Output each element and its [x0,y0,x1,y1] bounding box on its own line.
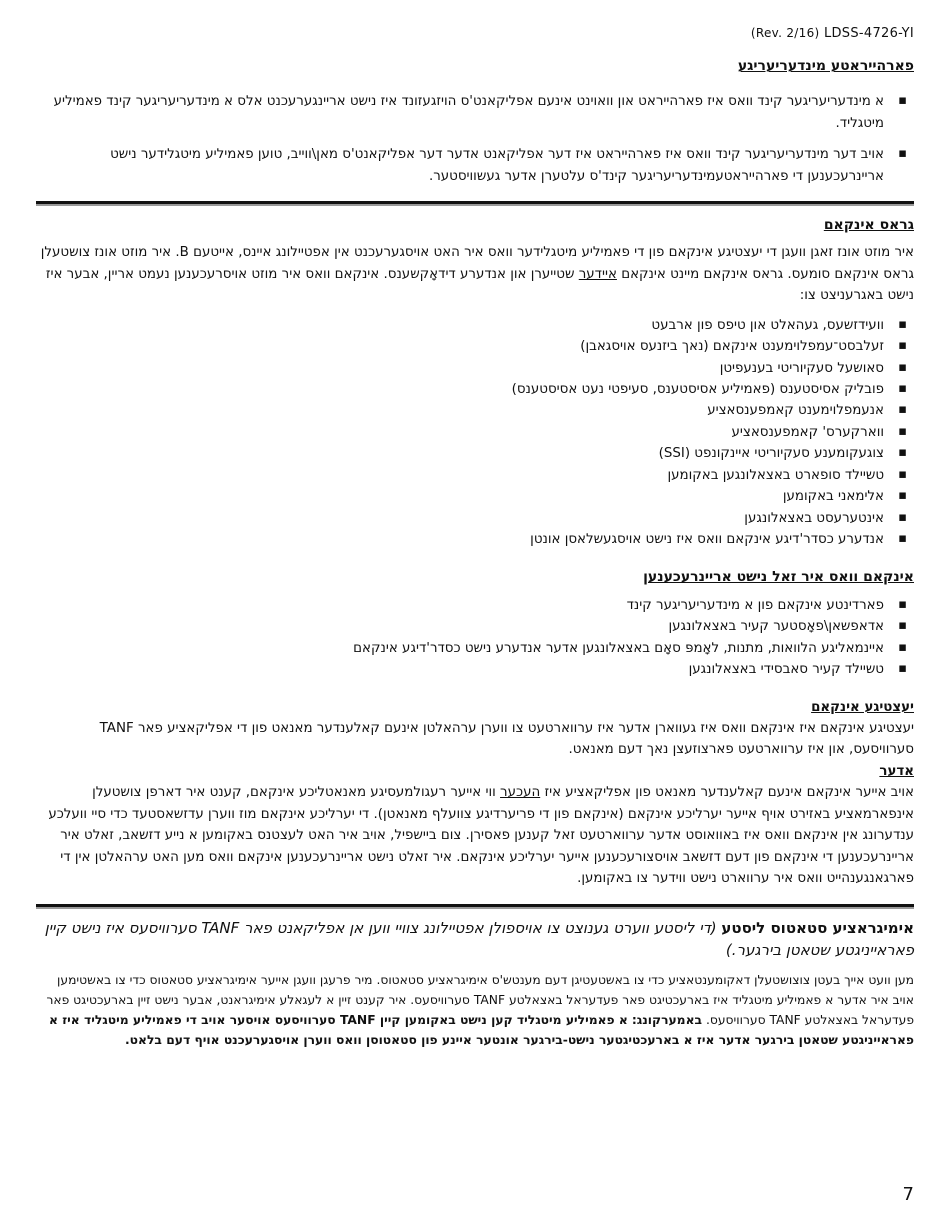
list-item: ▪ צוגעקומענע סעקיוריטי איינקונפט (SSI) [36,443,914,464]
list-item: ▪ אנדערע כסדר'דיגע אינקאם וואס איז נישט אויסגעשלאסן אונטן [36,529,914,550]
list-item: ▪ אלימאני באקומען [36,486,914,507]
excluded-income-list [36,595,914,681]
married-minors-heading: פארהייראטע מינדעריעריגע [737,57,914,74]
section-divider [36,904,914,909]
list-item: ▪ אנעמפלוימענט קאמפענסאציע [36,400,914,421]
list-item: ▪ טשיילד קעיר סאבסידי באצאלונגען [36,659,914,680]
list-item: ▪ פארדינטע אינקאם פון א מינדעריעריגער קינד [36,595,914,616]
immigration-status-heading: אימיגראציע סטאטוס ליסטע (די ליסטע ווערט גענוצט צו אויספולן אפטיילונג צוויי ווען אן אפליקאנט פאר TANF סערוויסעס איז נישט קיין פאראייניגטע שטאטן בירגער.) [44,918,914,960]
list-item: ▪ אינטערעסט באצאלונגען [36,508,914,529]
list-item: ▪ זעלבסט־עמפלוימענט אינקאם (נאך ביזנעס אויסגאבן) [36,336,914,357]
current-income-paragraph: יעצטיגע אינקאם איז אינקאם וואס איז געווארן אדער איז ערווארטעט צו ווערן ערהאלטן אינעם קאלענדער מאנאט פון די אפליקאציע פאר TANF סערוויסעס, און איז ערווארטעט פארצוזעצן נאך דעם מאנאט. [99,721,914,758]
list-item: ▪ טשיילד סופארט באצאלונגען באקומען [36,465,914,486]
list-item: ▪ סאושעל סעקיוריטי בענעפיטן [36,358,914,379]
form-number: LDSS-4726-YI [823,26,914,41]
higher-underlined: העכער [500,785,541,801]
list-item: ▪ ווארקערס' קאמפענסאציע [36,422,914,443]
list-item: ▪ פובליק אסיסטענס (פאמיליע אסיסטענס, סעיפטי נעט אסיסטענס) [36,379,914,400]
page-number: 7 [902,1184,914,1206]
current-income-heading: יעצטיגע אינקאם [811,699,914,715]
section-divider [36,201,914,206]
immigration-status-paragraph: מען וועט אייך בעטן צוצושטעלן דאקומענטאציע כדי צו באשטעטיגן דעם מענטש'ס אימיגראציע סטאטוס. מיר פרעגן וועגן אייער אימיגראציע סטאטוס כדי צו באשטימען אויב איר אדער א פאמיליע מיטגליד איז בארעכטיגט פאר פעדעראל באצאלטע TANF סערוויסעס. איר קענט זיין א לעגאלע אימיגראנט, אבער נישט זיין בארעכטיגט פאר פעדעראל באצאלטע TANF סערוויסעס. באמערקונג: א פאמיליע מיטגליד קען נישט באקומען קיין TANF סערוויסעס אויסער אויב די פאמיליע מיטגליד איז א פאראייניגטע שטאטן בירגער אדער איז א בארעכטיגטער נישט-בירגער אונטער איינע פון סטאטוסן וואס ווערן אויסגערעכנט אויף דעם בלאט. [46,972,914,1048]
note-label: באמערקונג: [631,1013,703,1028]
list-item: ▪ אדאפשאן\פאָסטער קעיר באצאלונגען [36,616,914,637]
revision-date: (Rev. 2/16) [750,26,820,40]
note-text: א פאמיליע מיטגליד קען נישט באקומען קיין TANF סערוויסעס אויסער אויב די פאמיליע מיטגליד איז א פאראייניגטע שטאטן בירגער אדער איז א בארעכטיגטער נישט-בירגער אונטער איינע פון סטאטוסן וואס ווערן אויסגערעכנט אויף דעם בלאט. [48,1013,914,1048]
list-item: ▪ אויב דער מינדעריעריגער קינד וואס איז פארהייראט איז דער אפליקאנט אדער דער אפליקאנט'ס מאן\ווייב, טוען פאמיליע מיטגלידער נישט אריינרעכענען די פארהייראטעמינדעריעריגער קינד'ס עלטערן אדער געשוויסטער. [36,144,914,187]
list-item: ▪ א מינדעריעריגער קינד וואס איז פארהייראט און וואוינט אינעם אפליקאנט'ס הויזגעזונד איז נישט אריינגערעכנט אלס א מינדעריעריגער קינד פאמיליע מיטגליד. [36,91,914,134]
or-heading: אדער [879,763,914,779]
or-paragraph: אויב אייער אינקאם אינעם קאלענדער מאנאט פון אפליקאציע איז העכער ווי אייער רעגולמעסיגע מאנאטליכע אינקאם, קענט איר דארפן צושטעלן אינפארמאציע באזירט אויף אייער יערליכע אינקאם (אינקאם פון די פריערדיגע צוועלף מאנאטן). די יערליכע אינקאם מוז ווערן עדזשאסטעד כדי סיי וועלכע ענדערונג אין אינקאם וואס איז באוואוסט אדער ערווארטעט זאל קענען פאסירן. צום ביישפיל, אויב איר האט לעצטנס באקומען א נייע דזשאב, זאלט איר אריינרעכענען די אינקאם פון דעם דזשאב אויסצורעכענען אייער יערליכע אינקאם. איר זאלט נישט אריינרעכענען אינקאם וואס מען האט ערהאלטן אין די פארגאנגענהייט וואס איר ערווארט נישט ווידער צו באקומען. [48,785,914,887]
gross-income-paragraph: איר מוזט אונז זאגן וועגן די יעצטיגע אינקאם פון די פאמיליע מיטגלידער וואס איר האט אויסגערעכנט אין אפטיילונג איינס, אייטעם B. איר מוזט אונז צושטעלן גראס אינקאם סומעס. גראס אינקאם מיינט אינקאם איידער שטייערן און אנדערע דידאָקשענס. אינקאם וואס איר מוזט אויסרעכענען נעמט אריין, אבער איז נישט באגרעניצט צו: [40,245,914,304]
gross-income-heading: גראס אינקאם [823,216,914,233]
form-identifier [36,24,914,45]
married-minors-list [36,91,914,187]
list-item: ▪ וועידזשעס, געהאלט און טיפס פון ארבעט [36,315,914,336]
before-underlined: איידער [578,266,617,282]
list-item: ▪ איינמאליגע הלוואות, מתנות, לאָמפּ סאָם באצאלונגען אדער אנדערע נישט כסדר'דיגע אינקאם [36,638,914,659]
income-types-list [36,315,914,551]
excluded-income-heading: אינקאם וואס איר זאל נישט אריינרעכענען [643,569,914,586]
